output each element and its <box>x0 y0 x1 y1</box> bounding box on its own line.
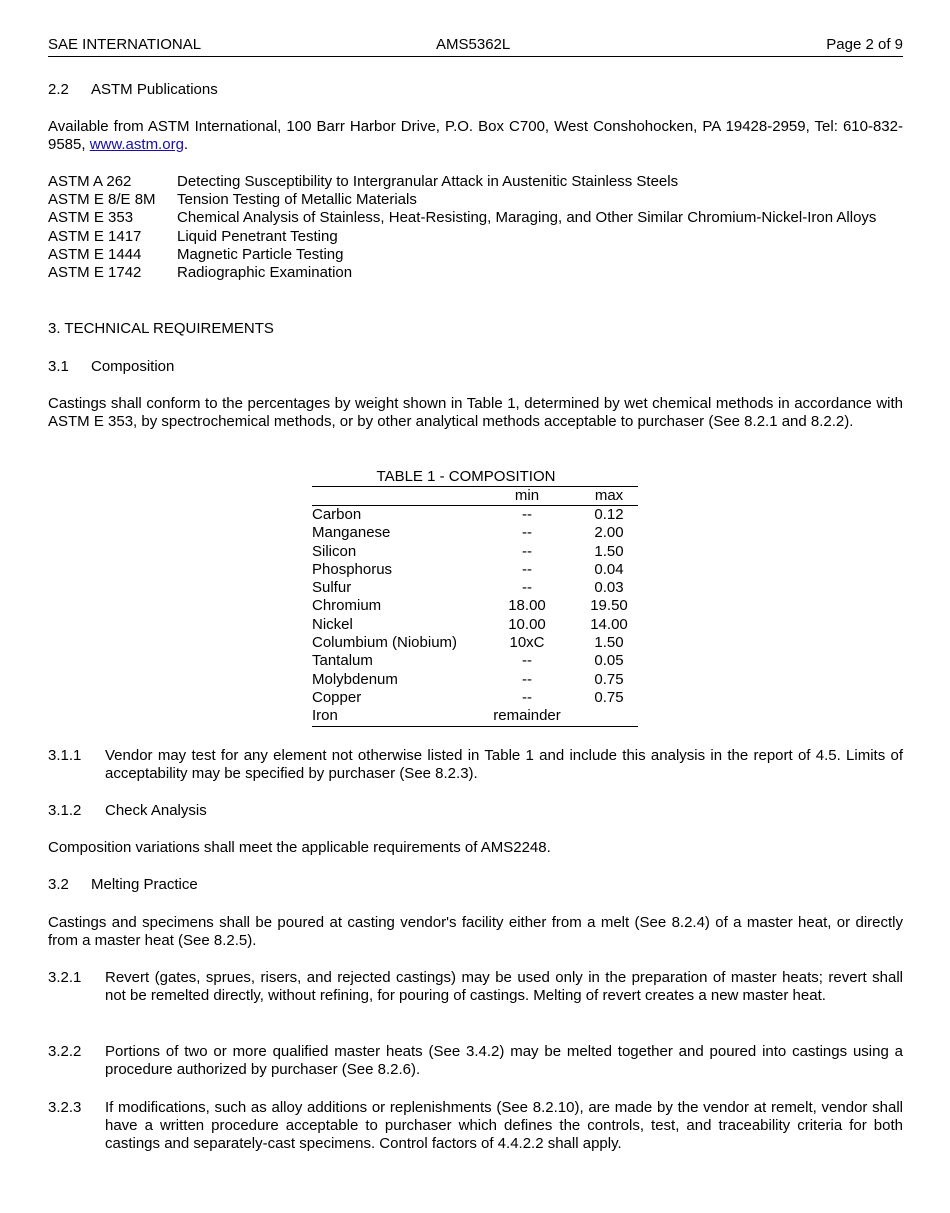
reference-code: ASTM A 262 <box>48 173 132 190</box>
reference-code: ASTM E 1742 <box>48 264 142 282</box>
element-max: 0.75 <box>594 670 624 688</box>
section-3-1-1 <box>48 747 903 783</box>
section-3-1-2-heading <box>48 802 903 820</box>
astm-availability-end: . <box>183 136 189 154</box>
reference-item <box>48 246 903 264</box>
section-number: 3.1.2 <box>48 802 82 819</box>
table-row <box>312 707 638 726</box>
astm-availability-text: Available from ASTM International, 100 Barr Harbor Drive, P.O. Box C700, West Conshohocken, PA 19428-2959, Tel: 610-832-9585, <box>48 118 903 154</box>
check-analysis-paragraph: Composition variations shall meet the applicable requirements of AMS2248. <box>48 839 551 856</box>
table-row <box>312 506 638 524</box>
element-min: -- <box>522 506 532 523</box>
table-row <box>312 579 638 597</box>
element-name: Chromium <box>312 597 382 615</box>
table-row <box>312 597 638 615</box>
section-2-2-heading <box>48 81 218 99</box>
table-body <box>312 506 638 727</box>
header-page-number: Page 2 of 9 <box>826 36 903 53</box>
section-text: Revert (gates, sprues, risers, and rejected castings) may be used only in the preparation of master heats; revert shall not be remelted directly, without refining, for pouring of castings. Melting of revert creates a new master heat. <box>105 969 903 1005</box>
element-max: 0.05 <box>594 652 624 670</box>
reference-title: Magnetic Particle Testing <box>177 245 344 263</box>
table-row <box>312 634 638 652</box>
element-max: 0.75 <box>594 688 624 706</box>
header-min: min <box>514 487 540 504</box>
reference-title: Chemical Analysis of Stainless, Heat-Resisting, Maraging, and Other Similar Chromium-Nickel-Iron Alloys <box>177 209 877 227</box>
element-max: 19.50 <box>590 597 628 615</box>
reference-item <box>48 173 903 191</box>
element-min: remainder <box>493 707 561 725</box>
element-max: 2.00 <box>594 524 624 542</box>
element-min: 10.00 <box>508 615 546 633</box>
section-title: ASTM Publications <box>91 81 218 98</box>
element-name: Molybdenum <box>312 670 398 688</box>
section-text: Portions of two or more qualified master heats (See 3.4.2) may be melted together and poured into castings using a procedure authorized by purchaser (See 8.2.6). <box>105 1043 903 1079</box>
table-row <box>312 543 638 561</box>
section-3-2-2 <box>48 1043 903 1079</box>
section-number: 3.1.1 <box>48 747 82 764</box>
melting-paragraph: Castings and specimens shall be poured at casting vendor's facility either from a melt (See 8.2.4) of a master heat, or directly from a master heat (See 8.2.5). <box>48 914 903 950</box>
section-number: 3.2.1 <box>48 969 82 986</box>
section-number: 2.2 <box>48 81 69 98</box>
element-min: -- <box>522 652 532 670</box>
header-document-number: AMS5362L <box>436 36 511 53</box>
header-organization: SAE INTERNATIONAL <box>48 36 202 53</box>
header-max: max <box>594 487 624 504</box>
table-row <box>312 616 638 634</box>
reference-item <box>48 209 903 227</box>
element-min: -- <box>522 542 532 560</box>
element-name: Carbon <box>312 506 362 523</box>
reference-code: ASTM E 1444 <box>48 245 142 263</box>
reference-title: Radiographic Examination <box>177 264 353 282</box>
section-title: Check Analysis <box>105 802 207 819</box>
reference-item <box>48 264 903 282</box>
element-max <box>580 707 638 725</box>
element-name: Silicon <box>312 542 357 560</box>
table-header-row <box>312 487 638 506</box>
section-title: Melting Practice <box>91 876 198 893</box>
reference-code: ASTM E 1417 <box>48 227 142 245</box>
element-name: Columbium (Niobium) <box>312 634 458 652</box>
table-row <box>312 561 638 579</box>
header-element <box>312 487 474 505</box>
element-name: Copper <box>312 688 362 706</box>
element-max: 14.00 <box>590 615 628 633</box>
reference-code: ASTM E 353 <box>48 209 134 227</box>
composition-table <box>312 468 638 727</box>
reference-code: ASTM E 8/E 8M <box>48 191 156 209</box>
element-min: 18.00 <box>508 597 546 615</box>
reference-item <box>48 228 903 246</box>
element-name: Iron <box>312 707 338 725</box>
element-max: 0.12 <box>594 506 624 523</box>
element-max: 1.50 <box>594 542 624 560</box>
element-name: Tantalum <box>312 652 373 670</box>
table-caption: TABLE 1 - COMPOSITION <box>312 468 638 487</box>
element-min: -- <box>522 579 532 597</box>
reference-title: Liquid Penetrant Testing <box>177 227 338 245</box>
table-row <box>312 524 638 542</box>
element-min: -- <box>522 670 532 688</box>
element-max: 0.04 <box>594 560 624 578</box>
element-max: 1.50 <box>594 634 624 652</box>
element-min: -- <box>522 688 532 706</box>
section-3-2-1 <box>48 969 903 1005</box>
astm-availability-paragraph <box>48 118 903 154</box>
section-text: If modifications, such as alloy additions or replenishments (See 8.2.10), are made by the vendor at remelt, vendor shall have a written procedure acceptable to purchaser which defines the controls, test, and traceability criteria for both castings and separately-cast specimens. Control factors of 4.4.2.2 shall apply. <box>105 1099 903 1153</box>
element-max: 0.03 <box>594 579 624 597</box>
reference-item <box>48 191 903 209</box>
element-name: Sulfur <box>312 579 352 597</box>
composition-paragraph: Castings shall conform to the percentages by weight shown in Table 1, determined by wet chemical methods in accordance with ASTM E 353, by spectrochemical methods, or by other analytical methods acceptable to purchaser (See 8.2.1 and 8.2.2). <box>48 395 903 431</box>
section-number: 3.1 <box>48 358 69 375</box>
element-name: Manganese <box>312 524 391 542</box>
table-row <box>312 671 638 689</box>
element-name: Nickel <box>312 615 353 633</box>
astm-website-link[interactable]: www.astm.org <box>89 136 184 154</box>
element-min: 10xC <box>509 634 545 652</box>
element-min: -- <box>522 524 532 542</box>
section-number: 3.2.3 <box>48 1099 82 1116</box>
table-row <box>312 652 638 670</box>
section-text: Vendor may test for any element not otherwise listed in Table 1 and include this analysis in the report of 4.5. Limits of acceptability may be specified by purchaser (See 8.2.3). <box>105 747 903 783</box>
section-3-heading: 3. TECHNICAL REQUIREMENTS <box>48 320 274 337</box>
element-name: Phosphorus <box>312 560 393 578</box>
reference-title: Tension Testing of Metallic Materials <box>177 191 417 209</box>
astm-reference-list <box>48 173 903 282</box>
section-number: 3.2.2 <box>48 1043 82 1060</box>
section-3-2-heading <box>48 876 198 894</box>
section-3-2-3 <box>48 1099 903 1154</box>
table-row <box>312 689 638 707</box>
reference-title: Detecting Susceptibility to Intergranular Attack in Austenitic Stainless Steels <box>177 173 679 190</box>
element-min: -- <box>522 560 532 578</box>
page-header <box>48 36 903 57</box>
section-number: 3.2 <box>48 876 69 893</box>
section-3-1-heading <box>48 358 174 376</box>
section-title: Composition <box>91 358 175 375</box>
